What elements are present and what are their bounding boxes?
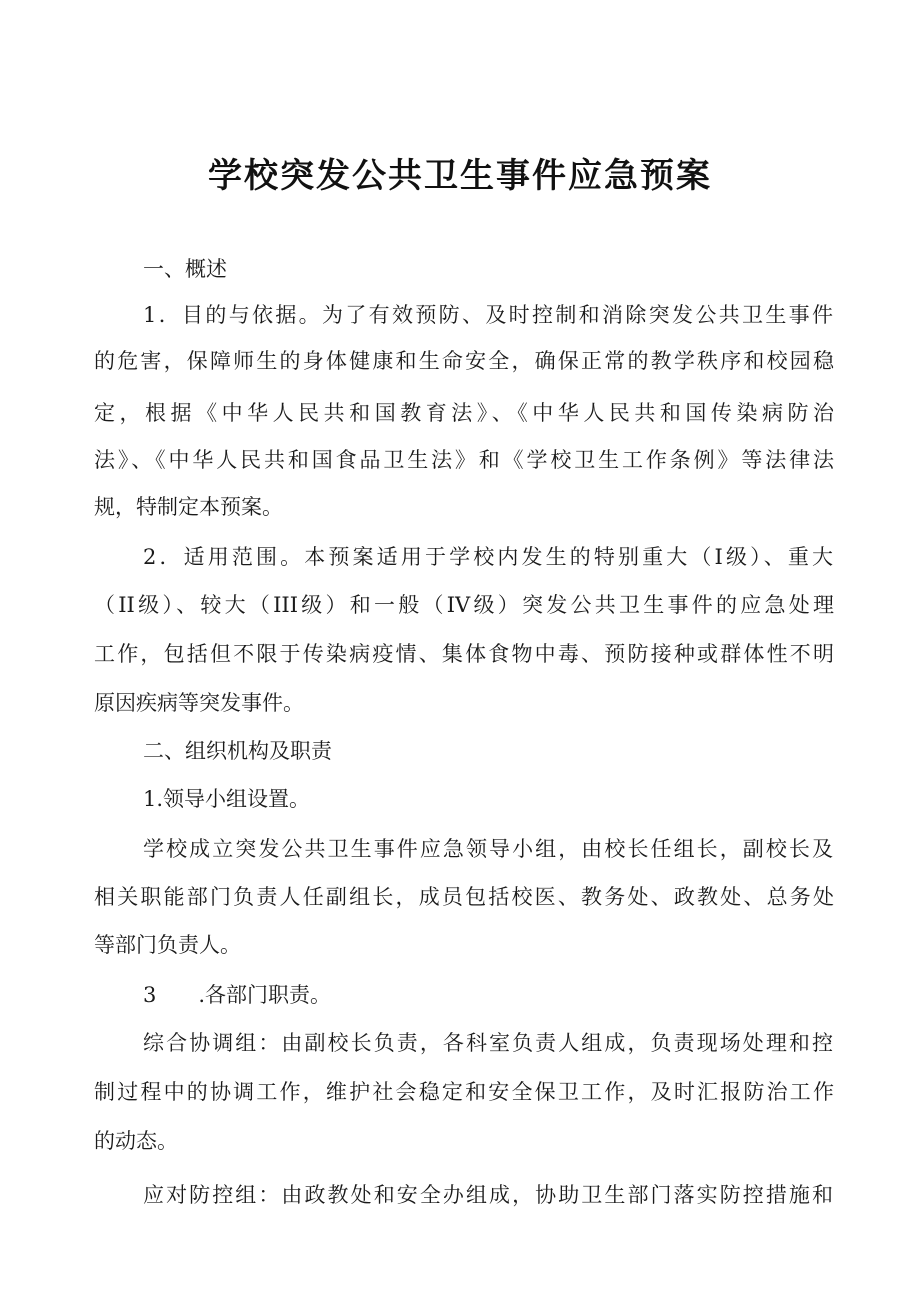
paragraph-line: 原因疾病等突发事件。 [94,691,304,715]
paragraph-line: 的危害，保障师生的身体健康和生命安全，确保正常的教学秩序和校园稳 [94,349,834,373]
paragraph-line: 法》、《中华人民共和国食品卫生法》和《学校卫生工作条例》等法律法 [94,448,834,472]
paragraph-line: 规，特制定本预案。 [94,495,283,519]
paragraph-line: 学校成立突发公共卫生事件应急领导小组，由校长任组长，副校长及 [143,837,833,861]
paragraph-line: 工作，包括但不限于传染病疫情、集体食物中毒、预防接种或群体性不明 [94,642,834,666]
paragraph-line: （II级）、较大（III级）和一般（IV级）突发公共卫生事件的应急处理 [94,593,834,617]
subsection-heading: 3 .各部门职责。 [143,983,332,1007]
paragraph-line: 定，根据《中华人民共和国教育法》、《中华人民共和国传染病防治 [94,401,834,425]
paragraph-line: 1．目的与依据。为了有效预防、及时控制和消除突发公共卫生事件 [143,303,833,327]
paragraph-line: 应对防控组：由政教处和安全办组成，协助卫生部门落实防控措施和 [143,1183,833,1207]
paragraph-line: 制过程中的协调工作，维护社会稳定和安全保卫工作，及时汇报防治工作 [94,1080,834,1104]
document-title: 学校突发公共卫生事件应急预案 [208,156,712,196]
subsection-heading: 1.领导小组设置。 [143,787,311,811]
paragraph-line: 2．适用范围。本预案适用于学校内发生的特别重大（I级）、重大 [143,545,833,569]
paragraph-line: 等部门负责人。 [94,933,241,957]
section-heading: 二、组织机构及职责 [143,739,332,763]
paragraph-line: 综合协调组：由副校长负责，各科室负责人组成，负责现场处理和控 [143,1031,833,1055]
paragraph-line: 相关职能部门负责人任副组长，成员包括校医、教务处、政教处、总务处 [94,885,834,909]
section-heading: 一、概述 [143,257,227,281]
paragraph-line: 的动态。 [94,1129,178,1153]
